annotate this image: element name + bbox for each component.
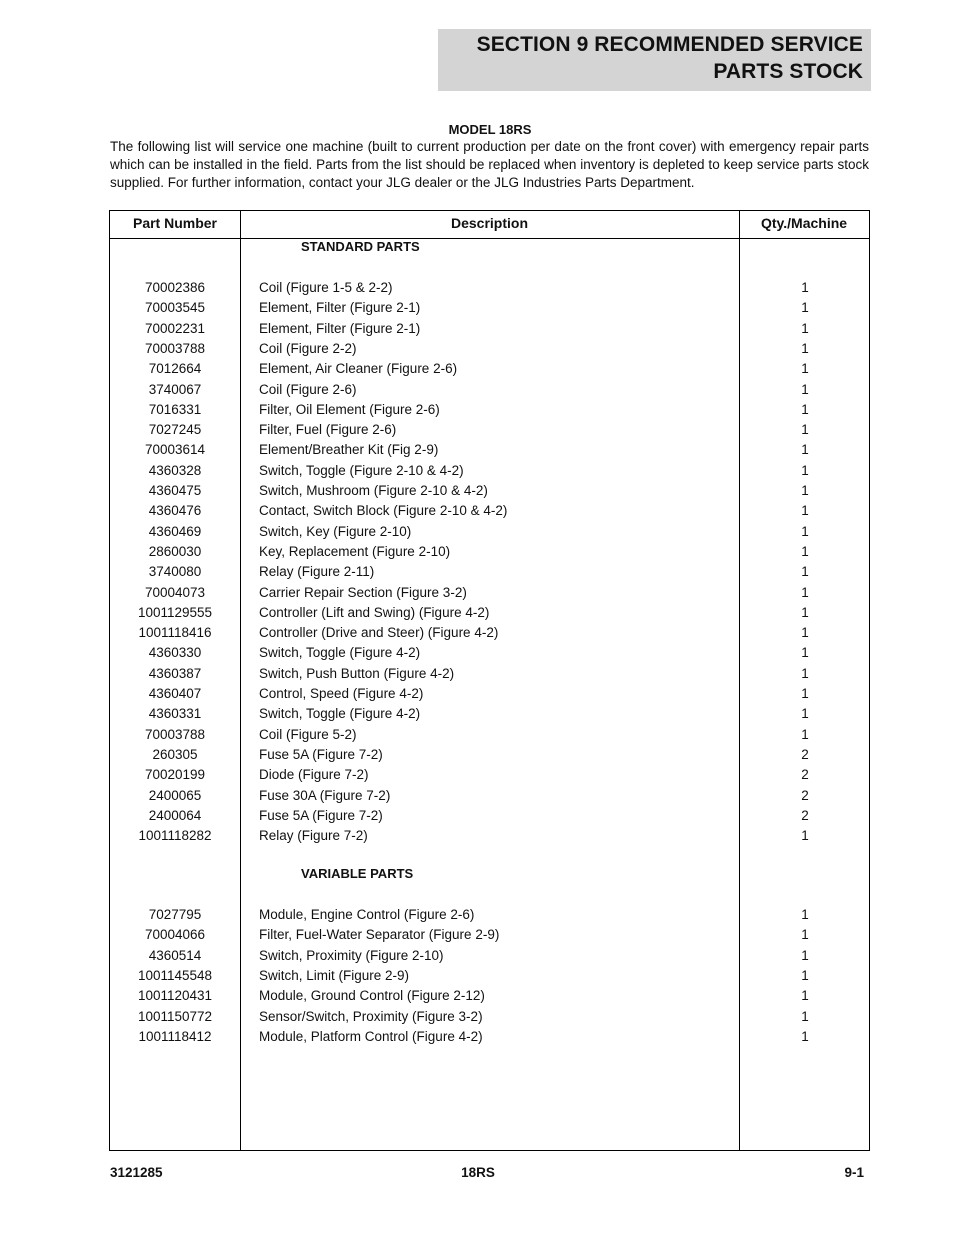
description-cell: Controller (Drive and Steer) (Figure 4-2) xyxy=(259,625,499,641)
table-row xyxy=(110,684,869,704)
quantity-cell: 1 xyxy=(801,947,809,963)
part-number-cell: 260305 xyxy=(152,746,198,762)
part-number-cell: 7016331 xyxy=(148,401,202,417)
quantity-cell: 1 xyxy=(801,381,809,397)
parts-table xyxy=(109,210,870,1151)
part-number-cell: 1001145548 xyxy=(137,967,213,983)
description-cell: Module, Ground Control (Figure 2-12) xyxy=(259,988,485,1004)
description-cell: Diode (Figure 7-2) xyxy=(259,767,369,783)
part-number-cell: 4360514 xyxy=(148,947,202,963)
table-row xyxy=(110,643,869,663)
table-row xyxy=(110,278,869,298)
table-row xyxy=(110,623,869,643)
quantity-cell: 1 xyxy=(801,564,809,580)
footer-model: 18RS xyxy=(461,1165,495,1180)
table-row xyxy=(110,786,869,806)
part-number-cell: 1001118416 xyxy=(138,625,212,641)
quantity-cell: 1 xyxy=(801,442,809,458)
description-cell: Contact, Switch Block (Figure 2-10 & 4-2) xyxy=(259,503,508,519)
column-header-part-number: Part Number xyxy=(132,215,218,231)
table-row xyxy=(110,765,869,785)
footer-page-number: 9-1 xyxy=(844,1165,864,1180)
part-number-cell: 7027795 xyxy=(148,907,202,922)
description-cell: Switch, Push Button (Figure 4-2) xyxy=(259,665,455,681)
description-cell: Switch, Toggle (Figure 2-10 & 4-2) xyxy=(259,462,464,478)
part-number-cell: 2400065 xyxy=(148,787,202,803)
section-title-line-1: SECTION 9 RECOMMENDED SERVICE xyxy=(476,33,863,56)
quantity-cell: 2 xyxy=(801,807,809,823)
quantity-cell: 1 xyxy=(801,828,809,844)
table-row xyxy=(110,522,869,542)
part-number-cell: 70003614 xyxy=(144,442,206,458)
column-header-qty: Qty./Machine xyxy=(760,215,848,231)
description-cell: Relay (Figure 2-11) xyxy=(259,564,375,580)
part-number-cell: 70003788 xyxy=(144,340,206,356)
description-cell: Switch, Toggle (Figure 4-2) xyxy=(259,706,421,722)
table-row xyxy=(110,501,869,521)
table-row xyxy=(110,1007,869,1027)
quantity-cell: 1 xyxy=(801,361,809,377)
table-row xyxy=(110,339,869,359)
part-number-cell: 70002231 xyxy=(144,320,206,336)
part-number-cell: 4360469 xyxy=(148,523,202,539)
part-number-cell: 1001118412 xyxy=(138,1028,212,1044)
quantity-cell: 1 xyxy=(801,422,809,438)
quantity-cell: 1 xyxy=(801,927,809,943)
part-number-cell: 70004066 xyxy=(144,927,206,943)
quantity-cell: 1 xyxy=(801,706,809,722)
description-cell: Control, Speed (Figure 4-2) xyxy=(259,686,424,701)
part-number-cell: 4360475 xyxy=(148,483,202,498)
description-cell: Coil (Figure 1-5 & 2-2) xyxy=(259,280,393,295)
table-row xyxy=(110,826,869,846)
table-row xyxy=(110,481,869,501)
section-title-line-2: PARTS STOCK xyxy=(713,60,863,83)
table-row xyxy=(110,704,869,724)
part-number-cell: 3740080 xyxy=(148,564,202,580)
table-row xyxy=(110,806,869,826)
part-number-cell: 1001129555 xyxy=(137,604,213,620)
part-number-cell: 3740067 xyxy=(148,381,202,397)
description-cell: Element, Air Cleaner (Figure 2-6) xyxy=(259,361,458,377)
description-cell: Sensor/Switch, Proximity (Figure 3-2) xyxy=(259,1008,483,1024)
part-number-cell: 1001120431 xyxy=(137,988,213,1004)
description-cell: Switch, Toggle (Figure 4-2) xyxy=(259,645,421,661)
quantity-cell: 1 xyxy=(801,462,809,478)
quantity-cell: 2 xyxy=(801,767,809,783)
part-number-cell: 70004073 xyxy=(144,584,206,600)
quantity-cell: 1 xyxy=(801,483,809,498)
quantity-cell: 1 xyxy=(801,726,809,742)
quantity-cell: 2 xyxy=(801,787,809,803)
part-number-cell: 1001150772 xyxy=(137,1008,213,1024)
part-number-cell: 7012664 xyxy=(148,361,202,377)
table-row xyxy=(110,400,869,420)
table-row xyxy=(110,319,869,339)
quantity-cell: 1 xyxy=(801,988,809,1004)
description-cell: Fuse 5A (Figure 7-2) xyxy=(259,746,383,762)
description-cell: Coil (Figure 2-6) xyxy=(259,381,357,397)
quantity-cell: 1 xyxy=(801,280,809,295)
description-cell: Element/Breather Kit (Fig 2-9) xyxy=(259,442,439,458)
description-cell: Element, Filter (Figure 2-1) xyxy=(259,320,421,336)
quantity-cell: 1 xyxy=(801,686,809,701)
quantity-cell: 1 xyxy=(801,523,809,539)
table-row xyxy=(110,986,869,1006)
table-row xyxy=(110,905,869,925)
quantity-cell: 1 xyxy=(801,645,809,661)
description-cell: Switch, Key (Figure 2-10) xyxy=(259,523,412,539)
description-cell: Module, Platform Control (Figure 4-2) xyxy=(259,1028,483,1044)
part-number-cell: 70003788 xyxy=(144,726,206,742)
quantity-cell: 1 xyxy=(801,604,809,620)
description-cell: Controller (Lift and Swing) (Figure 4-2) xyxy=(259,604,490,620)
description-cell: Filter, Oil Element (Figure 2-6) xyxy=(259,401,440,417)
table-row xyxy=(110,542,869,562)
table-row xyxy=(110,359,869,379)
part-number-cell: 2860030 xyxy=(148,543,202,559)
table-row xyxy=(110,1027,869,1047)
quantity-cell: 1 xyxy=(801,1008,809,1024)
part-number-cell: 70002386 xyxy=(144,280,206,295)
part-number-cell: 70003545 xyxy=(144,300,206,316)
part-number-cell: 2400064 xyxy=(148,807,202,823)
quantity-cell: 1 xyxy=(801,543,809,559)
table-row xyxy=(110,745,869,765)
table-row xyxy=(110,966,869,986)
section-heading: VARIABLE PARTS xyxy=(301,866,414,881)
quantity-cell: 1 xyxy=(801,967,809,983)
table-row xyxy=(110,664,869,684)
description-cell: Filter, Fuel (Figure 2-6) xyxy=(259,422,397,438)
section-title xyxy=(477,31,863,85)
quantity-cell: 2 xyxy=(801,746,809,762)
table-row xyxy=(110,925,869,945)
table-row xyxy=(110,298,869,318)
table-row xyxy=(110,946,869,966)
table-row xyxy=(110,603,869,623)
table-row xyxy=(110,725,869,745)
table-row xyxy=(110,420,869,440)
quantity-cell: 1 xyxy=(801,340,809,356)
description-cell: Fuse 30A (Figure 7-2) xyxy=(259,787,391,803)
section-header xyxy=(438,29,871,91)
quantity-cell: 1 xyxy=(801,320,809,336)
quantity-cell: 1 xyxy=(801,1028,809,1044)
description-cell: Relay (Figure 7-2) xyxy=(259,828,368,844)
quantity-cell: 1 xyxy=(801,907,809,922)
quantity-cell: 1 xyxy=(801,401,809,417)
quantity-cell: 1 xyxy=(801,625,809,641)
table-row xyxy=(110,461,869,481)
part-number-cell: 4360407 xyxy=(148,686,202,701)
part-number-cell: 70020199 xyxy=(144,767,206,783)
header-divider xyxy=(110,238,869,239)
part-number-cell: 1001118282 xyxy=(138,828,212,844)
part-number-cell: 4360330 xyxy=(148,645,202,661)
table-row xyxy=(110,583,869,603)
quantity-cell: 1 xyxy=(801,503,809,519)
section-heading: STANDARD PARTS xyxy=(301,239,420,254)
description-cell: Filter, Fuel-Water Separator (Figure 2-9) xyxy=(259,927,500,943)
intro-paragraph: The following list will service one machine (built to current production per date on the front cover) with emergency repair parts which can be installed in the field. Parts from the list should be replaced when inventory is depleted to keep service parts stock supplied. For further information, contact your JLG dealer or the JLG Industries Parts Department. xyxy=(110,139,869,190)
description-cell: Switch, Proximity (Figure 2-10) xyxy=(259,947,444,963)
table-row xyxy=(110,380,869,400)
table-row xyxy=(110,562,869,582)
table-row xyxy=(110,440,869,460)
part-number-cell: 4360331 xyxy=(148,706,202,722)
description-cell: Fuse 5A (Figure 7-2) xyxy=(259,807,383,823)
description-cell: Switch, Limit (Figure 2-9) xyxy=(259,967,410,983)
model-heading: MODEL 18RS xyxy=(448,122,532,137)
quantity-cell: 1 xyxy=(801,584,809,600)
quantity-cell: 1 xyxy=(801,665,809,681)
description-cell: Switch, Mushroom (Figure 2-10 & 4-2) xyxy=(259,483,488,498)
part-number-cell: 4360328 xyxy=(148,462,202,478)
description-cell: Coil (Figure 5-2) xyxy=(259,726,357,742)
description-cell: Element, Filter (Figure 2-1) xyxy=(259,300,421,316)
quantity-cell: 1 xyxy=(801,300,809,316)
description-cell: Carrier Repair Section (Figure 3-2) xyxy=(259,584,467,600)
part-number-cell: 4360387 xyxy=(148,665,202,681)
part-number-cell: 7027245 xyxy=(148,422,202,438)
description-cell: Key, Replacement (Figure 2-10) xyxy=(259,543,451,559)
footer-doc-number: 3121285 xyxy=(110,1165,163,1180)
part-number-cell: 4360476 xyxy=(148,503,202,519)
description-cell: Coil (Figure 2-2) xyxy=(259,340,357,356)
description-cell: Module, Engine Control (Figure 2-6) xyxy=(259,907,475,922)
column-header-description: Description xyxy=(450,215,528,231)
